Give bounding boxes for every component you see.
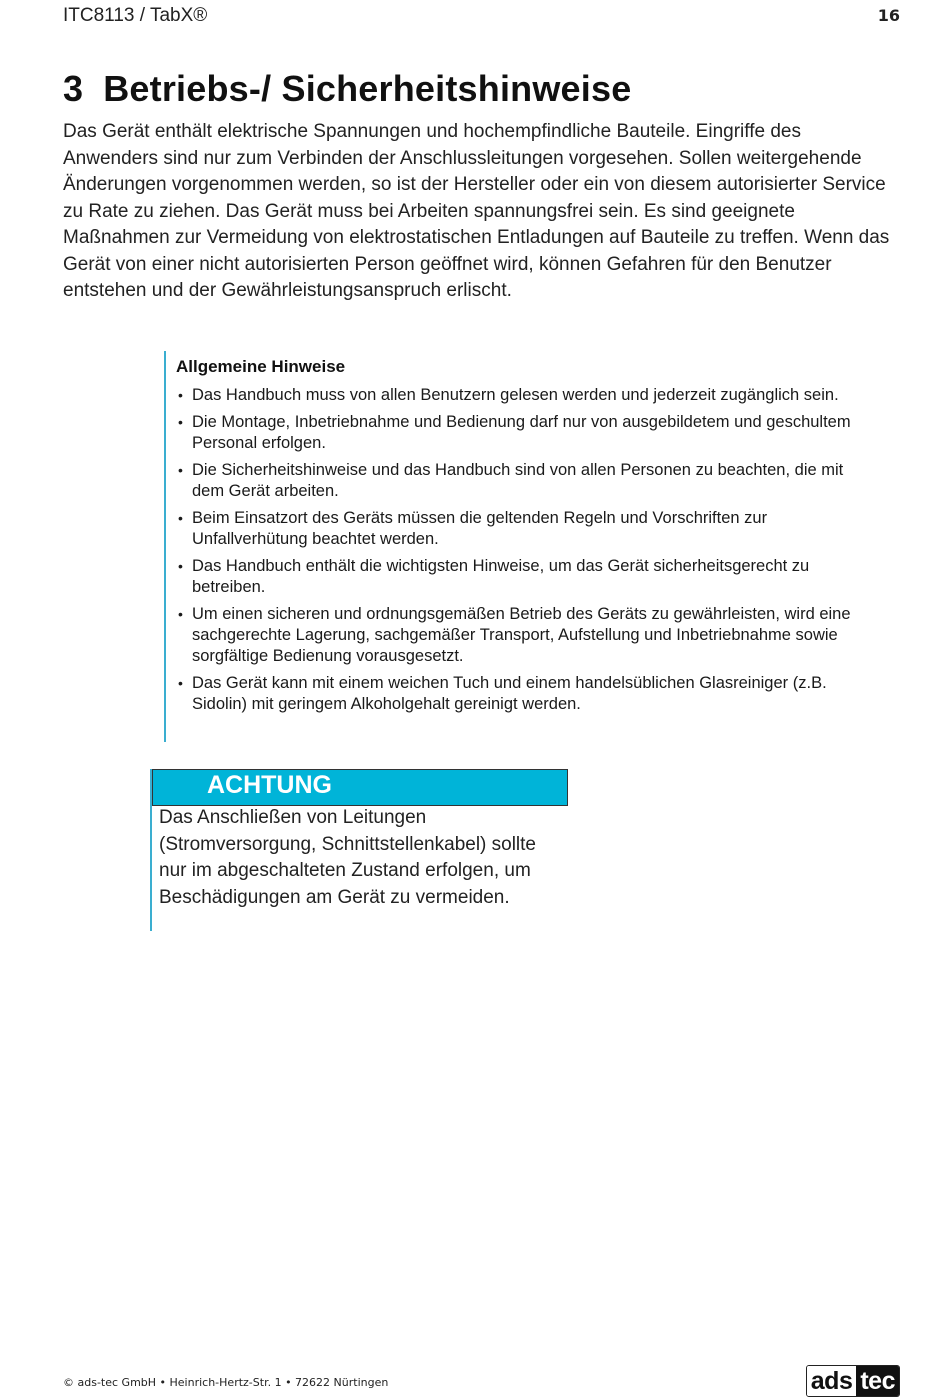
warning-label: ACHTUNG <box>207 771 332 799</box>
warning-text: Das Anschließen von Leitungen (Stromversorgung, Schnittstellenkabel) sollte nur im abgeschalteten Zustand erfolgen, um Beschädigungen am Gerät zu vermeiden. <box>159 807 537 908</box>
list-item <box>176 604 864 667</box>
general-notes-list <box>176 385 864 715</box>
list-item <box>176 460 864 502</box>
list-item-text: Um einen sicheren und ordnungsgemäßen Betrieb des Geräts zu gewährleisten, wird eine sachgerechte Lagerung, sachgemäßer Transport, Aufstellung und Inbetriebnahme sowie sorgfältige Bedienung vorausgesetzt. <box>192 605 851 665</box>
bullet-icon: • <box>178 606 183 622</box>
ads-tec-logo <box>806 1365 900 1397</box>
document-header-title: ITC8113 / TabX® <box>63 5 208 26</box>
intro-paragraph: Das Gerät enthält elektrische Spannungen und hochempfindliche Bauteile. Eingriffe des Anwenders sind nur zum Verbinden der Anschlussleitungen vorgesehen. Sollen weitergehende Änderungen vorgenommen werden, so ist der Hersteller oder ein von diesem autorisierter Service zu Rate zu ziehen. Das Gerät muss bei Arbeiten spannungsfrei sein. Es sind geeignete Maßnahmen zur Vermeidung von elektrostatischen Entladungen auf Bauteile zu treffen. Wenn das Gerät von einer nicht autorisierten Person geöffnet wird, können Gefahren für den Benutzer entstehen und der Gewährleistungsanspruch erlischt. <box>63 121 890 301</box>
warning-box <box>150 769 566 931</box>
list-item-text: Die Sicherheitshinweise und das Handbuch sind von allen Personen zu beachten, die mit dem Gerät arbeiten. <box>192 461 844 500</box>
page-number: 16 <box>877 6 900 25</box>
list-item-text: Beim Einsatzort des Geräts müssen die geltenden Regeln und Vorschriften zur Unfallverhütung beachtet werden. <box>192 509 768 548</box>
list-item <box>176 556 864 598</box>
list-item <box>176 412 864 454</box>
bullet-icon: • <box>178 675 183 691</box>
logo-text-ads: ads <box>807 1366 857 1396</box>
general-notes-title: Allgemeine Hinweise <box>176 357 346 376</box>
list-item <box>176 673 864 715</box>
bullet-icon: • <box>178 510 183 526</box>
list-item-text: Das Handbuch enthält die wichtigsten Hinweise, um das Gerät sicherheitsgerecht zu betreiben. <box>192 557 810 596</box>
logo-text-tec: tec <box>856 1366 899 1396</box>
bullet-icon: • <box>178 462 183 478</box>
warning-header <box>152 769 568 806</box>
section-title: Betriebs-/ Sicherheitshinweise <box>103 68 632 109</box>
list-item-text: Das Handbuch muss von allen Benutzern gelesen werden und jederzeit zugänglich sein. <box>192 386 839 404</box>
section-number: 3 <box>63 68 84 109</box>
list-item <box>176 508 864 550</box>
list-item-text: Das Gerät kann mit einem weichen Tuch und einem handelsüblichen Glasreiniger (z.B. Sidolin) mit geringem Alkoholgehalt gereinigt werden. <box>192 674 827 713</box>
list-item-text: Die Montage, Inbetriebnahme und Bedienung darf nur von ausgebildetem und geschultem Personal erfolgen. <box>192 413 851 452</box>
bullet-icon: • <box>178 387 183 403</box>
list-item <box>176 385 864 406</box>
section-heading <box>63 68 631 110</box>
footer-text: © ads-tec GmbH • Heinrich-Hertz-Str. 1 • 72622 Nürtingen <box>63 1376 389 1389</box>
bullet-icon: • <box>178 414 183 430</box>
general-notes-box <box>164 351 864 742</box>
bullet-icon: • <box>178 558 183 574</box>
